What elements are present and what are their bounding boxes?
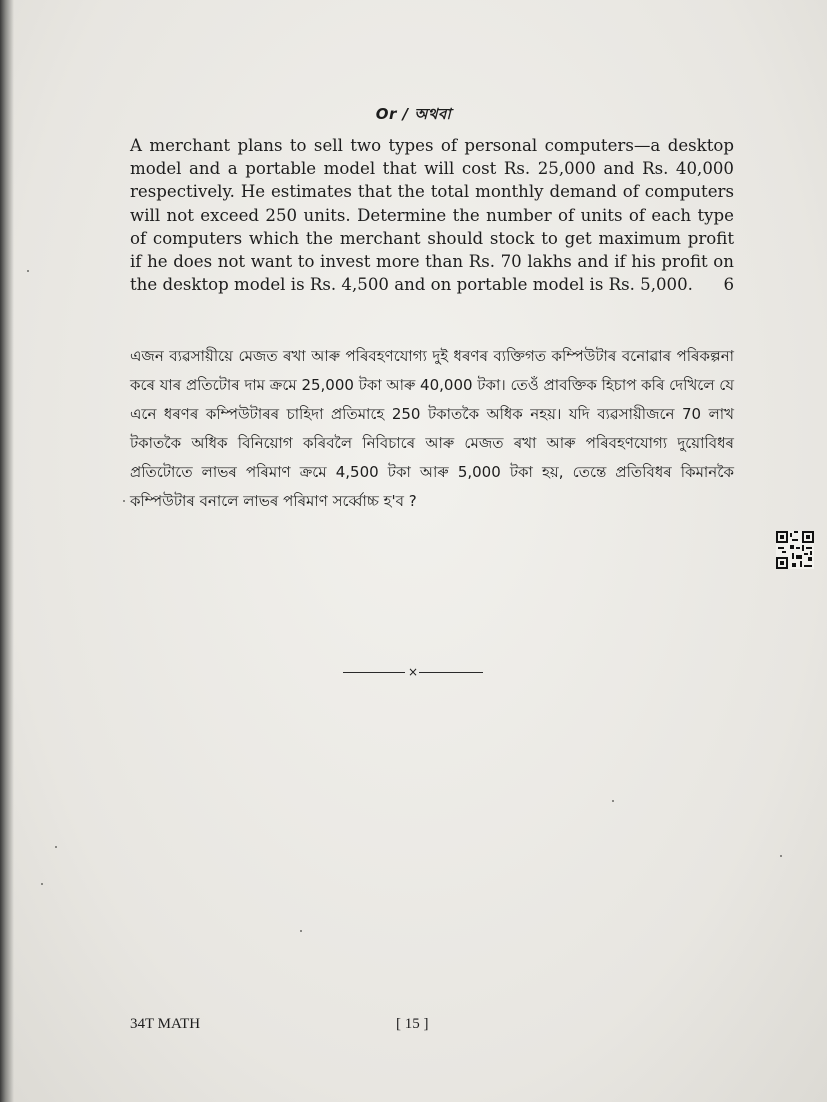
divider-line-left <box>343 672 405 673</box>
divider-cross: × <box>407 665 419 679</box>
divider-line-right <box>419 672 483 673</box>
scan-speck <box>55 846 57 848</box>
or-heading: Or / অথবা <box>375 105 452 123</box>
qr-code-icon <box>776 531 814 569</box>
scan-speck <box>612 800 614 802</box>
scan-speck <box>123 500 125 502</box>
question-english-text: A merchant plans to sell two types of personal computers—a desktop model and a portable model that will cost Rs. 25,000 and Rs. 40,000 respectively. He estimates that the total monthly demand of computers will not exceed 250 units. Determine the number of units of each type of computers which the merchant should stock to get maximum profit if he does not want to invest more than Rs. 70 lakhs and if his profit on the desktop model is Rs. 4,500 and on portable model is Rs. 5,000. <box>130 136 734 295</box>
footer-page-number: [ 15 ] <box>396 1016 429 1032</box>
end-divider <box>343 662 483 682</box>
question-assamese: এজন ব্যৱসায়ীয়ে মেজত ৰখা আৰু পৰিবহণযোগ্য দুই ধৰণৰ ব্যক্তিগত কম্পিউটাৰ বনোৱাৰ পৰিকল্পনা কৰে যাৰ প্ৰতিটোৰ দাম ক্ৰমে 25,000 টকা আৰু 40,000 টকা। তেওঁ প্ৰাবক্তিক হিচাপ কৰি দেখিলে যে এনে ধৰণৰ কম্পিউটাৰৰ চাহিদা প্ৰতিমাহে 250 টকাতকৈ অধিক নহয়। যদি ব্যৱসায়ীজনে 70 লাখ টকাতকৈ অধিক বিনিয়োগ কৰিবলৈ নিবিচাৰে আৰু মেজত ৰখা আৰু পৰিবহণযোগ্য দুয়োবিধৰ প্ৰতিটোতে লাভৰ পৰিমাণ ক্ৰমে 4,500 টকা আৰু 5,000 টকা হয়, তেন্তে প্ৰতিবিধৰ কিমানকৈ কম্পিউটাৰ বনালে লাভৰ পৰিমাণ সৰ্ব্বোচ্চ হ'ব ? <box>130 347 734 510</box>
marks-label: 6 <box>723 275 734 295</box>
scan-speck <box>27 270 29 272</box>
question-english <box>130 134 734 296</box>
scan-speck <box>300 930 302 932</box>
scan-edge <box>0 0 14 1102</box>
footer-paper-code: 34T MATH <box>130 1016 201 1032</box>
scan-speck <box>41 883 43 885</box>
scan-speck <box>780 855 782 857</box>
